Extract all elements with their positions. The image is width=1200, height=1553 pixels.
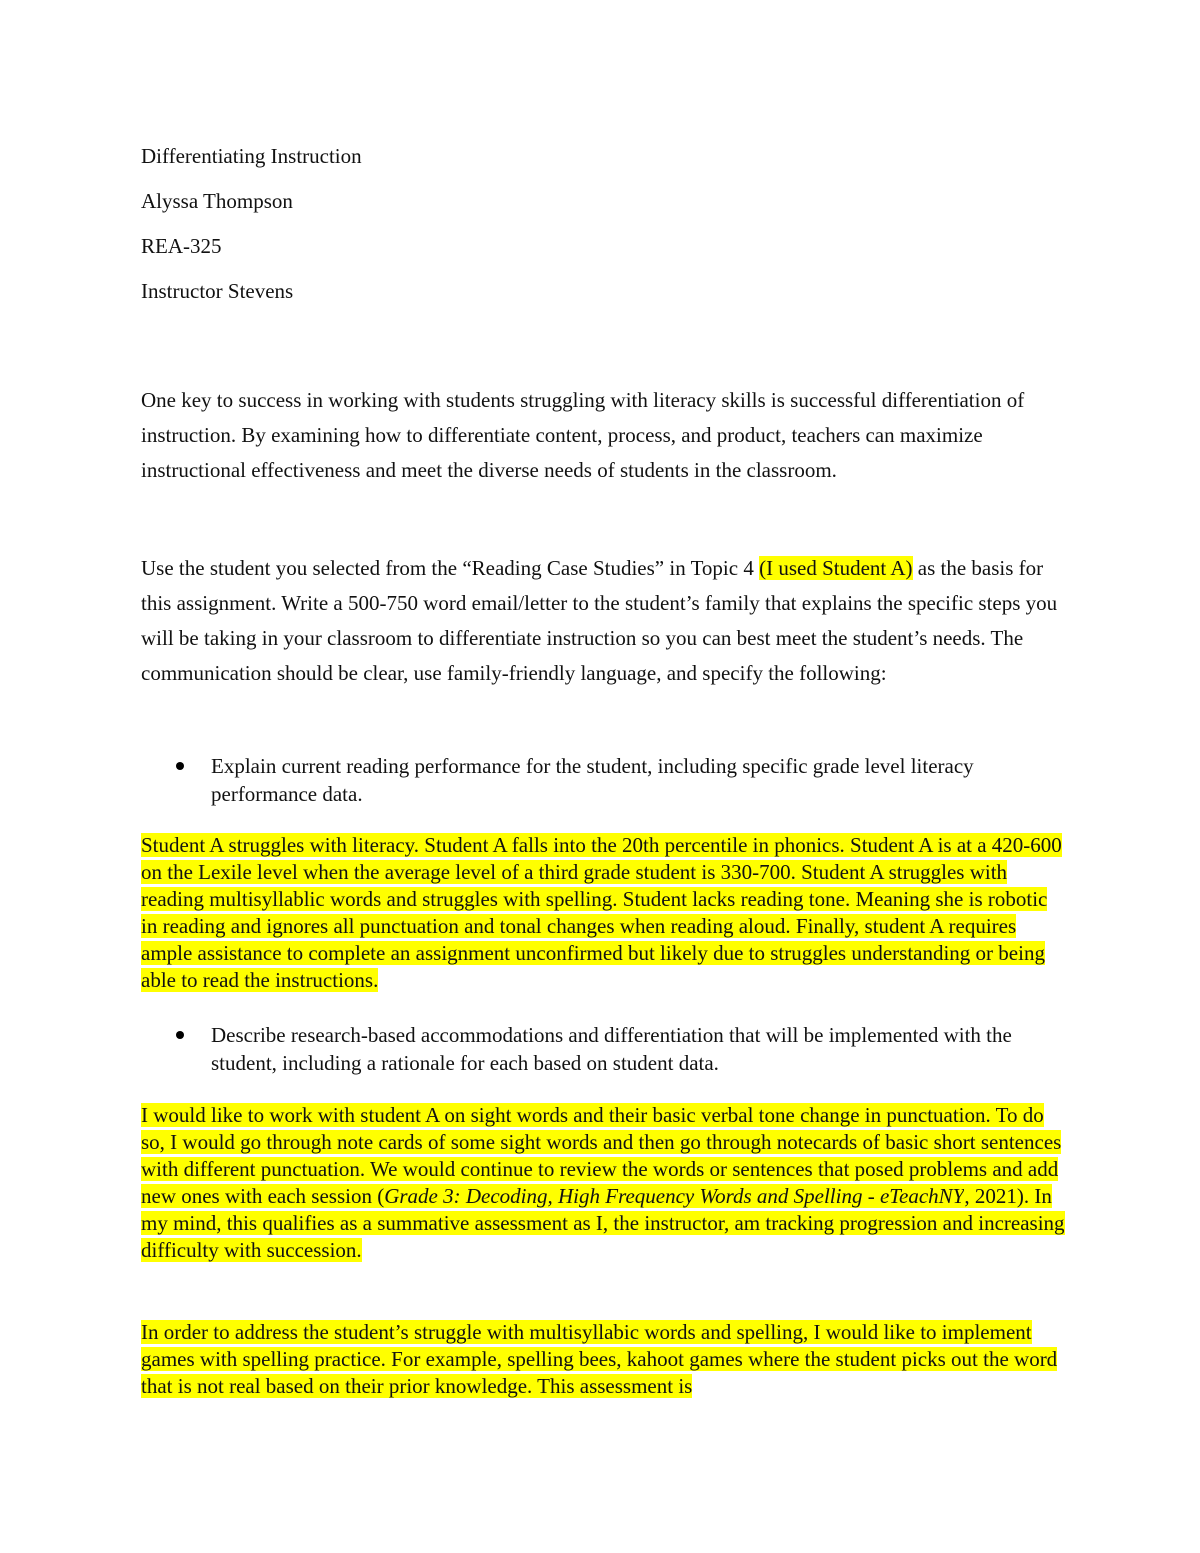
bullet-text: Explain current reading performance for the student, including specific grade level literacy performance data. [211, 754, 974, 806]
bullet-dot-icon [176, 1031, 184, 1039]
answer-paragraph-spelling [141, 1319, 1066, 1400]
assignment-highlight: (I used Student A) [759, 556, 913, 580]
answer-text-end: , 2021). In my mind, this qualifies as a summative assessment as I, the instructor, am tracking progression and increasing difficulty with succession. [141, 1184, 1065, 1262]
answer-text: Student A struggles with literacy. Student A falls into the 20th percentile in phonics. Student A is at a 420-600 on the Lexile level when the average level of a third grade student is 330-700. Student A struggles with reading multisyllablic words and struggles with spelling. Student lacks reading tone. Meaning she is robotic in reading and ignores all punctuation and tonal changes when reading aloud. Finally, student A requires ample assistance to complete an assignment unconfirmed but likely due to struggles understanding or being able to read the instructions. [141, 833, 1062, 992]
assignment-paragraph [141, 551, 1061, 691]
instructor-name: Instructor Stevens [141, 279, 294, 303]
citation-title: Grade 3: Decoding, High Frequency Words and Spelling - eTeachNY [384, 1184, 965, 1208]
bullet-dot-icon [176, 762, 184, 770]
author-name: Alyssa Thompson [141, 189, 293, 213]
assignment-text-start: Use the student you selected from the “Reading Case Studies” in Topic 4 [141, 556, 760, 580]
document-title: Differentiating Instruction [141, 144, 362, 168]
course-code: REA-325 [141, 234, 222, 258]
bullet-text: Describe research-based accommodations and differentiation that will be implemented with the student, including a rationale for each based on student data. [211, 1023, 1012, 1075]
intro-paragraph: One key to success in working with students struggling with literacy skills is successful differentiation of instruction. By examining how to differentiate content, process, and product, teachers can maximize instructional effectiveness and meet the diverse needs of students in the classroom. [141, 388, 1025, 482]
answer-paragraph-performance [141, 832, 1066, 994]
answer-text: In order to address the student’s struggle with multisyllabic words and spelling, I would like to implement games with spelling practice. For example, spelling bees, kahoot games where the student picks out the word that is not real based on their prior knowledge. This assessment is [141, 1320, 1058, 1398]
answer-paragraph-sight-words [141, 1102, 1066, 1264]
assignment-text-end: as the basis for this assignment. Write a 500-750 word email/letter to the student’s family that explains the specific steps you will be taking in your classroom to differentiate instruction so you can best meet the student’s needs. The communication should be clear, use family-friendly language, and specify the following: [141, 556, 1058, 685]
answer-text-start: I would like to work with student A on sight words and their basic verbal tone change in punctuation. To do so, I would go through note cards of some sight words and then go through notecards of basic short sentences with different punctuation. We would continue to review the words or sentences that posed problems and add new ones with each session ( [141, 1103, 1062, 1208]
